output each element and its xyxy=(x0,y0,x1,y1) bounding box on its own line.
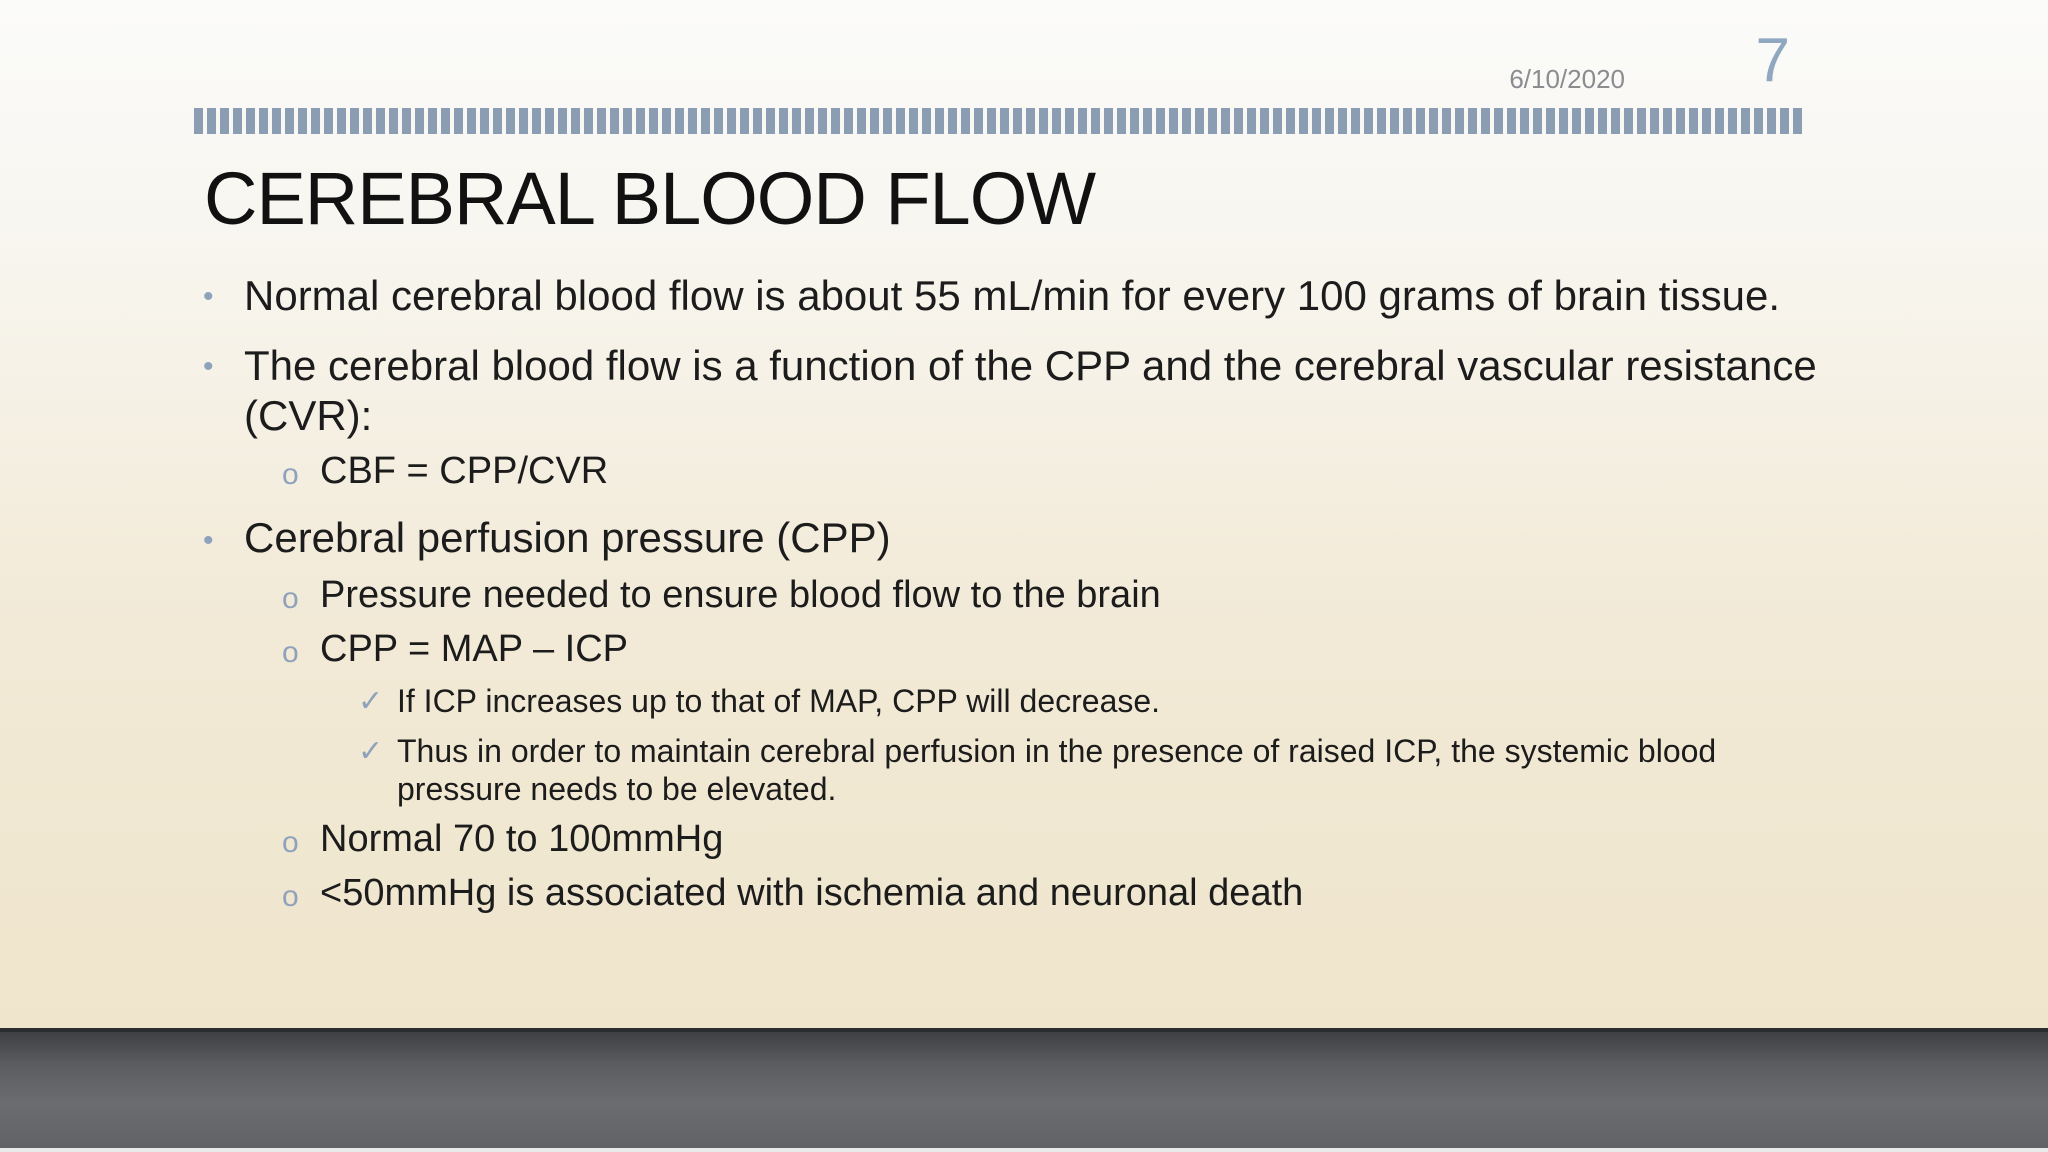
bottom-strip xyxy=(0,1148,2048,1152)
sub-bullet-item: <50mmHg is associated with ischemia and neuronal death xyxy=(320,872,1304,914)
bullet-dot-icon: • xyxy=(203,350,214,383)
sub-bullet-item: Normal 70 to 100mmHg xyxy=(320,818,724,860)
check-item: Thus in order to maintain cerebral perfusion in the presence of raised ICP, the systemic blood xyxy=(397,733,1717,769)
sub-bullet-item: CBF = CPP/CVR xyxy=(320,450,609,492)
slide-title: CEREBRAL BLOOD FLOW xyxy=(204,157,1096,240)
bullet-dot-icon: • xyxy=(203,524,214,557)
bullet-item: The cerebral blood flow is a function of the CPP and the cerebral vascular resistance xyxy=(244,342,1817,389)
bullet-item: Normal cerebral blood flow is about 55 mL/min for every 100 grams of brain tissue. xyxy=(244,272,1781,319)
sub-bullet-circle-icon: o xyxy=(282,458,299,491)
bullet-item: Cerebral perfusion pressure (CPP) xyxy=(244,514,891,561)
sub-bullet-item: Pressure needed to ensure blood flow to the brain xyxy=(320,574,1161,616)
check-icon: ✓ xyxy=(358,735,384,768)
sub-bullet-circle-icon: o xyxy=(282,582,299,615)
check-icon: ✓ xyxy=(358,685,384,718)
bullet-dot-icon: • xyxy=(203,280,214,313)
check-item: If ICP increases up to that of MAP, CPP will decrease. xyxy=(397,683,1161,719)
decorative-stripe-bar xyxy=(194,108,1802,134)
slide-number: 7 xyxy=(1755,26,1790,95)
sub-bullet-circle-icon: o xyxy=(282,880,299,913)
sub-bullet-circle-icon: o xyxy=(282,826,299,859)
bullet-item-continuation: (CVR): xyxy=(244,392,373,439)
sub-bullet-item: CPP = MAP – ICP xyxy=(320,628,629,670)
sub-bullet-circle-icon: o xyxy=(282,636,299,669)
background-floor xyxy=(0,1028,2048,1152)
slide-date: 6/10/2020 xyxy=(1509,64,1625,94)
check-item-continuation: pressure needs to be elevated. xyxy=(397,771,837,807)
